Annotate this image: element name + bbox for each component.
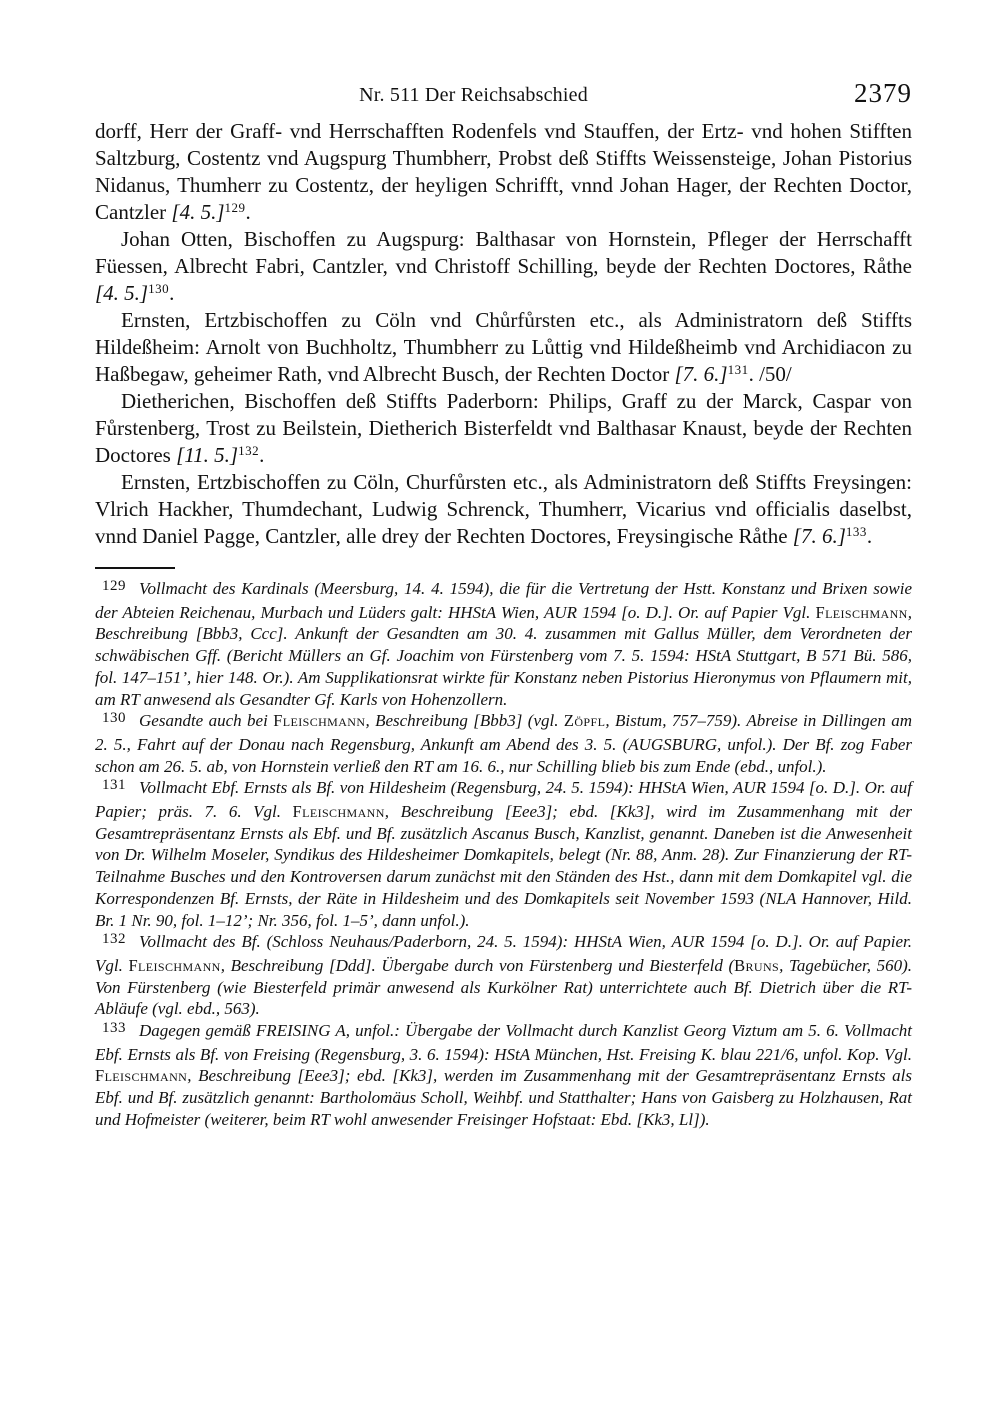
- body-paragraph: [95, 388, 912, 469]
- text-segment: Johan Otten, Bischoffen zu Augspurg: Balthasar von Hornstein, Pfleger der Herrschafft Füessen, Albrecht Fabri, Cantzler, vnd Christoff Schilling, beyde der Rechten Doctores, Råthe: [95, 227, 912, 278]
- footnote: [95, 1020, 912, 1131]
- text-segment: [7. 6.]: [674, 362, 728, 386]
- text-segment: , Beschreibung [Bbb3, Ccc]. Ankunft der Gesandten am 30. 4. zusammen mit Gallus Müller, dem Verordneten der schwäbischen Gff. (Bericht Müllers an Gf. Joachim von Fürstenberg vom 7. 5. 1594: HStA Stuttgart, B 571 Bü. 586, fol. 147–151’, hier 148. Or.). Am Supplikationsrat wirkte für Konstanz neben Pistorius Hieronymus von Pflaumern mit, am RT anwesend als Gesandter Gf. Karls von Hohenzollern.: [95, 602, 912, 709]
- text-segment: , Beschreibung [Bbb3] (vgl.: [365, 711, 564, 731]
- text-segment: , Beschreibung [Eee3]; ebd. [Kk3], wird im Zusammenhang mit der Gesamtrepräsentanz Ernsts als Ebf. und Bf. zusätzlich Ascanus Busch, Kanzlist, genannt. Daneben ist die Anwesenheit von Dr. Wilhelm Moseler, Syndikus des Hildesheimer Domkapitels, belegt (Nr. 88, Anm. 28). Zur Finanzierung der RT-Teilnahme Busches und den Kontroversen darum zunächst mit den Ständen des Hst., dann mit dem Domkapitel vgl. die Korrespondenzen Bf. Ernsts, der Räte in Hildesheim und des Domkapitels seit November 1593 (NLA Hannover, Hild. Br. 1 Nr. 90, fol. 1–12’; Nr. 356, fol. 1–5’, dann unfol.).: [95, 802, 912, 930]
- body-paragraph: [95, 307, 912, 388]
- text-segment: . /50/: [748, 362, 792, 386]
- running-title: Nr. 511 Der Reichsabschied: [359, 84, 588, 106]
- footnote-number: 131: [102, 777, 126, 794]
- text-segment: [11. 5.]: [176, 443, 239, 467]
- text-segment: [4. 5.]: [171, 200, 225, 224]
- text-segment: , Tagebücher, 560). Von Fürstenberg (wie Biesterfeld primär anwesend als Kurkölner Rat) unterrichtete auch Bf. Dietrich über die RT-Abläufe (vgl. ebd., 563).: [95, 955, 912, 1019]
- text-segment: Fleischmann: [95, 1066, 188, 1086]
- footnote-separator: [95, 567, 175, 569]
- text-segment: Vollmacht Ebf. Ernsts als Bf. von Hildesheim (Regensburg, 24. 5. 1594): HHStA Wien, AUR 1594 [o. D.]. Or. auf Papier; präs. 7. 6. Vgl.: [95, 778, 912, 822]
- footnote-number: 132: [102, 931, 126, 948]
- footnote-ref: 132: [238, 443, 260, 458]
- text-segment: .: [245, 200, 251, 224]
- page-header: [95, 78, 912, 110]
- text-segment: .: [866, 524, 873, 548]
- text-segment: Bruns: [734, 955, 780, 975]
- text-segment: Vollmacht des Bf. (Schloss Neuhaus/Paderborn, 24. 5. 1594): HHStA Wien, AUR 1594 [o. D.]. Or. auf Papier. Vgl.: [95, 932, 912, 975]
- footnote-number: 129: [102, 578, 126, 594]
- text-segment: Dietherichen, Bischoffen deß Stiffts Paderborn: Philips, Graff zu der Marck, Caspar von Fůrstenberg, Trost zu Beilstein, Dietherich Bisterfeldt vnd Balthasar Knaust, beyde der Rechten Doctores: [95, 389, 912, 467]
- text-segment: Fleischmann: [273, 711, 366, 731]
- footnote: [95, 777, 912, 931]
- text-segment: Fleischmann: [815, 602, 908, 622]
- text-segment: Zöpfl: [563, 711, 606, 731]
- text-segment: [7. 6.]: [792, 524, 846, 548]
- text-segment: Ernsten, Ertzbischoffen zu Cöln, Churfůrsten etc., als Administratorn deß Stiffts Freysingen: Vlrich Hackher, Thumdechant, Ludwig Schrenck, Thumherr, Vicarius vnd officialis daselbst, vnnd Daniel Pagge, Cantzler, alle drey der Rechten Doctores, Freysingische Råthe: [95, 470, 912, 548]
- text-segment: , Bistum, 757–759). Abreise in Dillingen am 2. 5., Fahrt auf der Donau nach Regensburg, Ankunft am Abend des 3. 5. (AUGSBURG, unfol.). Der Bf. zog Faber schon am 26. 5. ab, von Hornstein verließ den RT am 16. 6., nur Schilling blieb bis zum Ende (ebd., unfol.).: [95, 711, 912, 776]
- footnote-ref: 130: [148, 281, 170, 296]
- body-paragraph: [95, 118, 912, 226]
- body-paragraph: [95, 469, 912, 550]
- body-text: [95, 118, 912, 550]
- text-segment: , Beschreibung [Eee3]; ebd. [Kk3], werden im Zusammenhang mit der Gesamtrepräsentanz Ernsts als Ebf. und Bf. zusätzlich genannt: Bartholomäus Scholl, Weihbf. und Statthalter; Hans von Gaisberg zu Holzhausen, Rat und Hofmeister (weiterer, beim RT wohl anwesender Freisinger Hofstaat: Ebd. [Kk3, Ll]).: [95, 1066, 912, 1129]
- text-segment: Dagegen gemäß FREISING A, unfol.: Übergabe der Vollmacht durch Kanzlist Georg Viztum am 5. 6. Vollmacht Ebf. Ernsts als Bf. von Freising (Regensburg, 3. 6. 1594): HStA München, Hst. Freising K. blau 221/6, unfol. Kop. Vgl.: [95, 1021, 912, 1064]
- text-segment: Vollmacht des Kardinals (Meersburg, 14. 4. 1594), die für die Vertretung der Hstt. Konstanz und Brixen sowie der Abteien Reichenau, Murbach und Lüders galt: HHStA Wien, AUR 1594 [o. D.]. Or. auf Papier Vgl.: [95, 579, 912, 622]
- text-segment: dorff, Herr der Graff- vnd Herrschafften Rodenfels vnd Stauffen, der Ertz- vnd hohen Stifften Saltzburg, Costentz vnd Augspurg Thumbherr, Probst deß Stiffts Weissensteige, Johan Pistorius Nidanus, Thumherr zu Costentz, der heyligen Schrifft, vnnd Johan Hager, der Rechten Doctor, Cantzler: [95, 119, 912, 224]
- footnote-ref: 131: [727, 362, 749, 377]
- footnotes: [95, 578, 912, 1131]
- footnote-number: 133: [102, 1020, 126, 1037]
- text-segment: Ernsten, Ertzbischoffen zu Cöln vnd Chůrfůrsten etc., als Administratorn deß Stiffts Hildeßheim: Arnolt von Buchholtz, Thumbherr zu Lůttig vnd Hildeßheimb vnd Archidiacon zu Haßbegaw, geheimer Rath, vnd Albrecht Busch, der Rechten Doctor: [95, 308, 912, 386]
- text-segment: Gesandte auch bei: [139, 711, 274, 731]
- footnote-number: 130: [102, 710, 126, 727]
- footnote-ref: 129: [224, 200, 246, 215]
- footnote: [95, 578, 912, 710]
- page-number: 2379: [854, 78, 912, 108]
- text-segment: .: [169, 281, 175, 305]
- text-segment: [4. 5.]: [95, 281, 149, 305]
- footnote: [95, 931, 912, 1020]
- text-segment: .: [259, 443, 265, 467]
- text-segment: Fleischmann: [292, 802, 385, 822]
- body-paragraph: [95, 226, 912, 307]
- footnote: [95, 710, 912, 777]
- text-segment: , Beschreibung [Ddd]. Übergabe durch von Fürstenberg und Biesterfeld (: [220, 955, 735, 975]
- footnote-ref: 133: [845, 524, 867, 539]
- text-segment: Fleischmann: [128, 955, 221, 975]
